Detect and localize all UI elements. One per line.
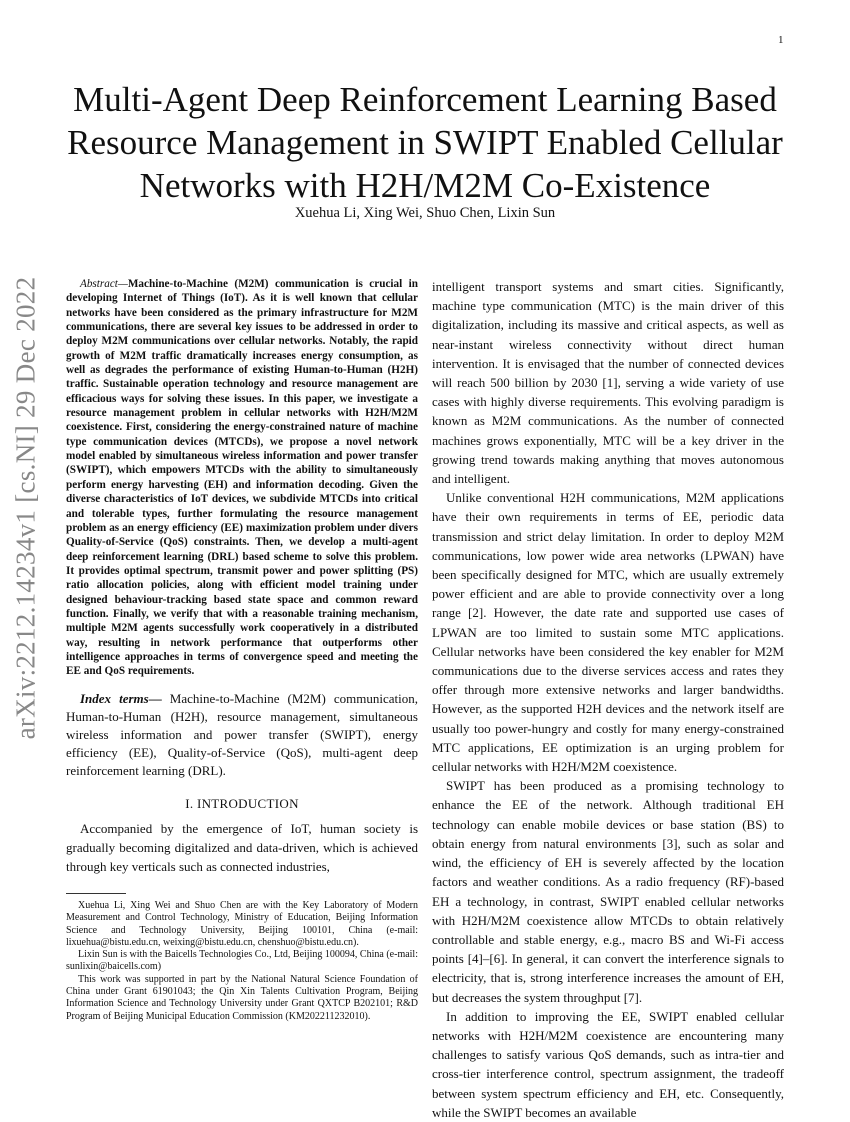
- intro-paragraph: Accompanied by the emergence of IoT, human society is gradually becoming digitalized and data-driven, which is achieved through key verticals such as connected industries,: [66, 820, 418, 875]
- abstract-label: Abstract: [80, 278, 118, 290]
- footnote-rule: [66, 893, 126, 894]
- body-paragraph: In addition to improving the EE, SWIPT enabled cellular networks with H2H/M2M coexistence are encountering many challenges to satisfy various QoS demands, such as intra-tier and cross-tier interference control, spectrum assignment, the tradeoff between system spectrum efficiency and EH, etc. Consequently, while the SWIPT becomes an available: [432, 1008, 784, 1120]
- abstract-text: Machine-to-Machine (M2M) communication is crucial in developing Internet of Things (IoT). As it is well known that cellular networks have been considered as the primary infrastructure for M2M communications, there are several key issues to be addressed in order to deploy M2M communications over cellular networks. Notably, the rapid growth of M2M traffic dramatically increases energy consumption, as well as degrades the performance of existing Human-to-Human (H2H) traffic. Sustainable operation technology and resource management are efficacious ways for solving these issues. In this paper, we investigate a resource management problem in cellular networks with H2H/M2M coexistence. First, considering the energy-constrained nature of machine type communication devices (MTCDs), we propose a novel network model enabled by simultaneous wireless information and power transfer (SWIPT), which empowers MTCDs with the ability to simultaneously perform energy harvesting (EH) and information decoding. Given the diverse characteristics of IoT devices, we subdivide MTCDs into critical and tolerable types, further formulating the resource management problem as an energy efficiency (EE) maximization problem under divers Quality-of-Service (QoS) constraints. Then, we develop a multi-agent deep reinforcement learning (DRL) based scheme to solve this problem. It provides optimal spectrum, transmit power and power splitting (PS) ratio allocation policies, along with efficient model training under designed behaviour-tracking based state space and common reward function. Finally, we verify that with a reasonable training mechanism, multiple M2M agents successfully work cooperatively in a distributed way, resulting in network performance that outperforms other intelligence approaches in terms of convergence speed and meeting the EE and QoS requirements.: [66, 278, 418, 678]
- footnotes: [66, 900, 418, 1023]
- body-paragraph: SWIPT has been produced as a promising technology to enhance the EE of the network. Although traditional EH technology can enable mobile devices or base station (BS) to obtain energy from natural environments [3], such as solar and wind, the efficiency of EH is severely affected by the location factors and weather conditions. As a radio frequency (RF)-based EH a technology, in contrast, SWIPT enabled cellular networks with H2H/M2M coexistence allow MTCDs to obtain relatively controllable and stable energy, e.g., macro BS and Wi-Fi access points [4]–[6]. In general, it can convert the interference signals to electricity, that is, strong interference increases the amount of EH, but decreases the system throughput [7].: [432, 778, 784, 1005]
- index-terms-label: Index terms: [80, 690, 149, 706]
- paper-title: Multi-Agent Deep Reinforcement Learning Based Resource Management in SWIPT Enabled Cellular Networks with H2H/M2M Co-Existence: [67, 80, 783, 205]
- left-column: [66, 277, 418, 876]
- footnote-affiliation-2: Lixin Sun is with the Baicells Technologies Co., Ltd, Beijing 100094, China (e-mail: sunlixin@baicells.com): [66, 949, 418, 973]
- body-paragraph: Unlike conventional H2H communications, M2M applications have their own requirements in terms of EE, periodic data transmission and strict delay limitation. In order to deploy M2M communications, low power wide area networks (LPWAN) have been specifically designed for MTC, which are usually extremely power efficient and are able to provide connectivity over a long range [2]. However, the date rate and supported use cases of LPWAN are too limited to sustain some MTC applications. Cellular networks have been considered the key enabler for M2M communications due to the diverse services access and rates they offer through more extensive networks and larger bandwidths. However, as the supported H2H devices and the network itself are usually too power-hungry and costly for many energy-constrained MTC applications, EE optimization is an urging problem for cellular networks with H2H/M2M coexistence.: [432, 490, 784, 775]
- index-terms-text: Machine-to-Machine (M2M) communication, Human-to-Human (H2H), resource management, simultaneous wireless information and power transfer (SWIPT), energy efficiency (EE), Quality-of-Service (QoS), multi-agent deep reinforcement learning (DRL).: [66, 690, 418, 779]
- arxiv-stamp: [3, 238, 49, 778]
- footnote-funding: This work was supported in part by the National Natural Science Foundation of China under Grant 61901043; the Qin Xin Talents Cultivation Program, Beijing Information Science and Technology University under Grant QXTCP B202101; R&D Program of Beijing Municipal Education Commission (KM202211232010).: [66, 973, 418, 1022]
- page-number: 1: [778, 34, 784, 46]
- right-column: [432, 277, 784, 1122]
- body-paragraph: intelligent transport systems and smart cities. Significantly, machine type communication (MTC) is the main driver of this digitalization, including its massive and critical aspects, as well as near-instant wireless connectivity without direct human intervention. It is envisaged that the number of connected devices will reach 500 billion by 2030 [1], serving a wide variety of use cases with highly diverse requirements. This evolving paradigm is known as M2M communications. As the number of connected machines grows exponentially, MTC will be a key driver in the growing trend towards making anything that moves autonomous and intelligent.: [432, 279, 784, 487]
- author-list: Xuehua Li, Xing Wei, Shuo Chen, Lixin Sun: [294, 205, 556, 221]
- footnote-affiliation: Xuehua Li, Xing Wei and Shuo Chen are with the Key Laboratory of Modern Measurement and Control Technology, Ministry of Education, Beijing Information Science and Technology University, Beijing 100101, China (e-mail: lixuehua@bistu.edu.cn, weixing@bistu.edu.cn, chenshuo@bistu.edu.cn).: [66, 900, 418, 948]
- section-heading: I. INTRODUCTION: [185, 795, 299, 811]
- abstract: Abstract—Machine-to-Machine (M2M) communication is crucial in developing Internet of Things (IoT). As it is well known that cellular networks have been considered as the primary infrastructure for M2M communications, there are several key issues to be addressed in order to deploy M2M communications over cellular networks. Notably, the rapid growth of M2M traffic dramatically increases energy consumption, as well as degrades the performance of existing Human-to-Human (H2H) traffic. Sustainable operation technology and resource management are efficacious ways for solving these issues. In this paper, we investigate a resource management problem in cellular networks with H2H/M2M coexistence. First, considering the energy-constrained nature of machine type communication devices (MTCDs), we propose a novel network model enabled by simultaneous wireless information and power transfer (SWIPT), which empowers MTCDs with the ability to simultaneously perform energy harvesting (EH) and information decoding. Given the diverse characteristics of IoT devices, we subdivide MTCDs into critical and tolerable types, further formulating the resource management problem as an energy efficiency (EE) maximization problem under divers Quality-of-Service (QoS) constraints. Then, we develop a multi-agent deep reinforcement learning (DRL) based scheme to solve this problem. It provides optimal spectrum, transmit power and power splitting (PS) ratio allocation policies, along with efficient model training under designed behaviour-tracking based state space and common reward function. Finally, we verify that with a reasonable training mechanism, multiple M2M agents successfully work cooperatively in a distributed way, resulting in network performance that outperforms other intelligence approaches in terms of convergence speed and meeting the EE and QoS requirements.: [66, 278, 418, 678]
- index-terms: Index terms— Machine-to-Machine (M2M) communication, Human-to-Human (H2H), resource management, simultaneous wireless information and power transfer (SWIPT), energy efficiency (EE), Quality-of-Service (QoS), multi-agent deep reinforcement learning (DRL).: [66, 690, 418, 779]
- arxiv-identifier: arXiv:2212.14234v1 [cs.NI] 29 Dec 2022: [10, 276, 41, 740]
